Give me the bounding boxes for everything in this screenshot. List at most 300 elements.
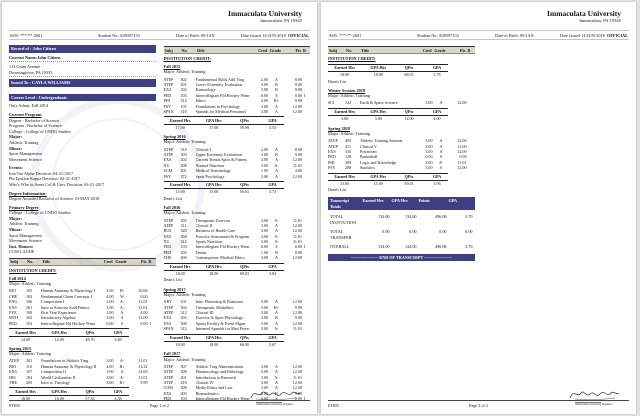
course-cred: 3.00: [106, 315, 114, 321]
totals-value: 17.00: [209, 124, 219, 130]
course-grade: A: [275, 108, 278, 114]
totals-value: 3.78: [433, 72, 441, 78]
col-cred: Cred: [258, 47, 267, 53]
course-grade: A: [275, 369, 278, 375]
course-r: [304, 174, 310, 179]
student-no-value: Student No: A00597133: [98, 32, 140, 38]
tt-value: 496.08: [434, 244, 447, 250]
course-cred: 3.00: [425, 143, 433, 149]
course-title: Intercollegiate Fld Hockey Wmn: [41, 320, 95, 326]
totals-col-label: QPts: [240, 117, 249, 123]
totals-col-label: Earned Hrs: [169, 117, 191, 123]
transcript-page-2: [321, 2, 636, 414]
term-totals: [164, 116, 284, 130]
degree-info-section: [9, 191, 156, 202]
course-title: Composition II: [41, 369, 66, 375]
totals-values: [164, 189, 284, 194]
course-subj: PSY: [163, 173, 172, 179]
course-subj: PED: [328, 154, 336, 160]
course-grade: A-: [119, 374, 125, 380]
course-row: [164, 326, 311, 331]
totals-col-label: GPA: [113, 388, 123, 394]
course-pts: 12.00: [457, 148, 467, 154]
course-grade: W: [120, 293, 124, 299]
tt-value: 0.00: [439, 229, 447, 235]
course-pts: 9.00: [294, 87, 302, 93]
course-subj: PED: [163, 249, 172, 255]
totals-value: 15.00: [209, 189, 219, 195]
course-title: Medical Terminology: [195, 168, 231, 174]
course-no: 310: [180, 108, 187, 114]
col-r: R: [148, 259, 152, 265]
course-title: Therapeutic Exercise: [195, 217, 231, 223]
totals-values: [328, 181, 448, 186]
course-no: 306: [180, 320, 187, 326]
course-row: [164, 255, 311, 260]
course-pts: 12.00: [292, 228, 302, 234]
course-row: [9, 321, 156, 326]
course-title: Biomechanics: [195, 390, 219, 396]
course-pts: 0.00: [294, 396, 302, 402]
course-subj: ATEP: [328, 143, 338, 149]
course-subj: ATEP: [163, 380, 174, 386]
course-no: 201: [26, 304, 33, 310]
course-pts: 12.00: [292, 299, 302, 305]
totals-col-label: QPts: [85, 388, 95, 394]
list-line: Movement Science: [9, 238, 43, 244]
course-title: Intro to Theology: [41, 380, 70, 386]
course-subj: BIO: [9, 288, 17, 294]
course-pts: 9.00: [294, 151, 302, 157]
course-no: 305: [180, 390, 187, 396]
transcript-totals-title: Transcript Totals: [330, 198, 349, 209]
dob-value: Date of Birth: 09-JAN: [176, 32, 215, 38]
course-pts: 11.01: [138, 374, 148, 380]
course-cred: 0.00: [260, 92, 268, 98]
term-block: [328, 126, 475, 193]
course-grade: A-: [274, 239, 279, 245]
terms-page1-left: [9, 276, 156, 401]
totals-header: [164, 334, 284, 342]
course-no: 312: [180, 239, 187, 245]
course-title: Fundamental Chem Concepts I: [41, 293, 92, 299]
issued-date-text: Date Issued 14-JUN-2018: [559, 32, 605, 38]
course-grade: B: [275, 81, 278, 87]
course-subj: SPAN: [163, 108, 174, 114]
signer-org: Immaculata University: [575, 403, 602, 406]
course-grade: A: [275, 299, 278, 305]
course-grade: A-: [438, 159, 444, 165]
course-subj: ART: [163, 299, 172, 305]
term-block: [9, 346, 156, 401]
current-program-section: [9, 112, 156, 162]
totals-col-label: GPA: [113, 329, 123, 335]
course-cred: 3.00: [425, 100, 433, 106]
course-grade: B-: [119, 288, 125, 294]
course-cred: 3.00: [260, 87, 268, 93]
term-block: [164, 205, 311, 283]
course-pts: 12.00: [292, 173, 302, 179]
course-cred: 3.00: [106, 299, 114, 305]
totals-col-label: QPts: [404, 65, 414, 71]
course-row: [164, 109, 311, 114]
course-pts: 11.01: [138, 304, 148, 310]
course-no: 302: [180, 76, 187, 82]
course-grade: A: [120, 369, 124, 375]
totals-value: 15.00: [340, 180, 350, 186]
course-subj: EXS: [328, 148, 336, 154]
course-cred: 0.00: [106, 320, 114, 326]
course-no: 101: [180, 299, 187, 305]
course-subj: ATEP: [163, 146, 174, 152]
totals-col-label: GPA Hrs: [370, 109, 387, 115]
course-cred: 3.00: [260, 233, 268, 239]
tt-value: 134.00: [377, 214, 390, 220]
totals-col-label: QPts: [404, 174, 414, 179]
totals-values: [164, 271, 284, 276]
course-no: 304: [180, 304, 187, 310]
course-cred: 3.00: [260, 81, 268, 87]
tt-col-gpahrs: GPA Hrs: [391, 198, 408, 204]
course-grade: B: [275, 151, 278, 157]
course-subj: ATEP: [328, 138, 338, 144]
totals-value: 18.00: [209, 270, 219, 276]
col-subj: Subj: [10, 259, 19, 265]
course-pts: 12.00: [292, 108, 302, 114]
totals-values: [328, 116, 448, 121]
course-grade: A: [275, 228, 278, 234]
course-title: Clinical II: [195, 222, 213, 228]
course-pts: 11.01: [138, 299, 148, 305]
transcript-totals: [328, 197, 475, 261]
col-grade: Grade: [269, 47, 282, 53]
totals-values: [164, 342, 284, 347]
list-line: Program : Bachelor of Science: [9, 123, 62, 129]
course-title: Business of Health Care: [195, 228, 236, 234]
course-subj: MTH: [9, 315, 19, 321]
course-subj: ENG: [9, 369, 18, 375]
course-grade: A: [275, 385, 278, 391]
page2-right-column: [483, 43, 630, 261]
page2-footer: [328, 400, 629, 408]
course-title: Kinesiology: [195, 87, 216, 93]
term-name: Spring 2017: [163, 286, 186, 292]
course-no: 122: [345, 100, 352, 106]
course-title: Intro to Exercise Sci&Fitness: [41, 304, 90, 310]
events-section: [9, 165, 156, 187]
course-pts: 0.00: [294, 92, 302, 98]
tt-value: 0.00: [409, 229, 417, 235]
tt-row-label: OVERALL: [330, 244, 350, 250]
list-line: Athletic Training: [9, 139, 39, 145]
transcript-totals-header: [328, 197, 475, 210]
course-no: 103: [180, 244, 187, 250]
transcript-page-1: [2, 2, 317, 414]
course-pts: 9.00: [294, 390, 302, 396]
col-cred: Cred: [422, 47, 432, 53]
course-pts: 12.00: [292, 385, 302, 391]
events-lines: [9, 171, 156, 188]
course-title: Statistics: [360, 165, 375, 171]
course-cred: 3.00: [260, 228, 268, 234]
course-subj: EXS: [9, 304, 17, 310]
course-title: Exercise Assessment & Program: [195, 233, 250, 239]
page1-left-column: [9, 43, 156, 406]
signature-icon: [248, 387, 302, 401]
totals-col-label: GPA: [432, 109, 442, 115]
term-totals: [328, 108, 448, 122]
term-totals: [9, 328, 129, 342]
course-title: Composition I: [41, 299, 65, 305]
course-pts: 11.01: [292, 326, 302, 332]
course-grade: A-: [274, 233, 279, 239]
col-subj: Subj: [164, 47, 173, 53]
course-grade: B: [275, 87, 278, 93]
course-no: 103: [180, 396, 187, 402]
course-pts: 11.01: [292, 239, 302, 245]
term-name: Fall 2014: [9, 275, 26, 281]
course-cred: 0.00: [260, 396, 268, 402]
totals-col-label: GPA Hrs: [205, 264, 222, 270]
registrar-signature-block: [563, 387, 625, 406]
term-major: Major: Athletic Training: [328, 131, 371, 137]
course-grade: A: [275, 380, 278, 386]
course-grade: A: [275, 173, 278, 179]
course-grade: A: [275, 103, 278, 109]
course-cred: 3.00: [260, 151, 268, 157]
registrar-signature-block: [244, 387, 306, 406]
course-no: 128: [345, 154, 352, 160]
course-cred: 0.00: [425, 154, 433, 160]
course-no: 312: [180, 310, 187, 315]
totals-value: 3.67: [268, 341, 277, 347]
course-subj: PED: [163, 396, 172, 402]
course-pts: 8.00: [294, 76, 302, 82]
course-table-header: [328, 46, 475, 54]
tt-value: 496.08: [434, 214, 447, 220]
totals-value: 3.84: [268, 270, 277, 276]
course-cred: 4.00: [106, 363, 114, 369]
tt-value: 3.70: [465, 214, 473, 220]
course-subj: ENG: [9, 299, 18, 305]
course-no: 104: [26, 374, 33, 380]
tt-value: 134.00: [377, 244, 390, 250]
totals-value: 56.01: [239, 189, 250, 195]
totals-col-label: Earned Hrs: [169, 182, 191, 188]
course-pts: 9.00: [294, 81, 302, 87]
minor-label: Minor:: [9, 145, 23, 151]
totals-col-label: GPA: [432, 65, 442, 71]
deans-list-note: Dean's List: [163, 277, 182, 283]
degree-info-title: Degree Information:: [9, 190, 47, 196]
course-cred: 3.00: [260, 157, 268, 163]
totals-value: 3.53: [268, 124, 277, 130]
course-no: 102: [26, 315, 33, 321]
course-cred: 3.00: [425, 138, 433, 144]
totals-value: 69.03: [239, 270, 250, 276]
course-r: [304, 326, 310, 331]
course-no: 320: [180, 228, 187, 234]
course-grade: A-: [119, 304, 125, 310]
totals-col-label: Earned Hrs: [334, 174, 355, 179]
totals-value: 3.73: [268, 189, 277, 195]
course-pts: 0.00: [140, 293, 148, 299]
col-pts: Pts: [141, 259, 147, 265]
course-cred: 3.00: [260, 326, 268, 332]
course-pts: 11.01: [292, 162, 302, 168]
totals-value: 48.70: [85, 336, 95, 342]
overall-row: [328, 240, 475, 249]
deans-list-note: Dean's List: [163, 195, 182, 201]
course-grade: W: [274, 249, 279, 255]
totals-value: 18.00: [175, 270, 185, 276]
totals-col-label: QPts: [240, 182, 249, 188]
term-totals: [328, 173, 448, 187]
course-r: [150, 380, 156, 385]
course-title: Sports Nutrition: [195, 239, 222, 245]
totals-header: [9, 328, 129, 336]
course-title: Intercollegiate Fld Hockey Wmn: [195, 244, 250, 250]
course-cred: 3.00: [425, 159, 433, 165]
course-cred: 3.00: [260, 173, 268, 179]
totals-col-label: GPA: [268, 117, 277, 123]
course-cred: 3.00: [260, 369, 268, 375]
signer-title: Registrar: [602, 403, 613, 406]
course-grade: A-: [274, 217, 279, 223]
signer-title: Registrar: [283, 403, 294, 406]
course-no: 401: [180, 374, 187, 380]
course-cred: 4.00: [106, 293, 114, 299]
course-list: [164, 218, 311, 261]
course-subj: COM: [163, 385, 173, 391]
totals-value: 16.00: [54, 395, 64, 401]
course-title: Clinical I: [195, 146, 211, 152]
university-name: Immaculata University: [547, 9, 621, 18]
term-name: Winter Session 2018: [328, 87, 366, 93]
course-subj: SCM: [163, 168, 173, 174]
tt-value: 0.00: [382, 229, 390, 235]
course-subj: THE: [163, 255, 172, 261]
course-grade: S: [439, 154, 443, 160]
record-of-bar: Record of : John Citizen: [9, 45, 156, 53]
course-pts: 10.68: [138, 288, 148, 294]
course-no: 301: [180, 81, 187, 87]
course-pts: 12.00: [292, 320, 302, 326]
course-title: Clinical V: [360, 143, 377, 149]
totals-col-label: Earned Hrs: [169, 335, 191, 341]
ssn-value: SSN: ***-**-2601: [329, 32, 362, 38]
course-subj: PSY: [328, 165, 336, 171]
course-r: [469, 165, 475, 170]
course-grade: S: [275, 244, 278, 250]
course-grade: A: [439, 138, 443, 144]
course-subj: ATEP: [163, 374, 174, 380]
totals-header: [164, 263, 284, 271]
course-title: Introductory Algebra: [41, 315, 76, 321]
course-subj: ATEP: [163, 304, 174, 310]
totals-value: 14.00: [21, 336, 31, 342]
course-no: 410: [180, 380, 187, 386]
totals-header: [9, 387, 129, 395]
totals-values: [9, 337, 129, 342]
totals-value: 18.00: [175, 341, 185, 347]
totals-col-label: GPA: [432, 174, 442, 179]
current-name-line: Current Name:John Citizen: [9, 55, 156, 63]
course-r: I: [304, 396, 306, 402]
date-issued-value: [241, 33, 309, 38]
course-title: Media Ethics and Law: [195, 385, 233, 391]
totals-col-label: Earned Hrs: [334, 65, 355, 71]
course-subj: PSY: [163, 103, 172, 109]
course-pts: 12.00: [138, 369, 148, 375]
totals-col-label: GPA: [268, 182, 277, 188]
course-pts: 12.00: [292, 380, 302, 386]
course-no: 106: [26, 299, 33, 305]
course-pts: 9.00: [294, 315, 302, 321]
totals-col-label: QPts: [404, 109, 414, 115]
dob-value: Date of Birth: 09-JAN: [495, 32, 534, 38]
course-grade: B: [275, 315, 278, 321]
col-pts: Pts: [295, 47, 301, 53]
total-institution-row: [328, 210, 475, 225]
course-pts: 12.00: [457, 143, 467, 149]
university-address: Immaculata, PA 19345: [260, 18, 302, 23]
totals-header: [328, 173, 448, 181]
course-pts: 12.00: [457, 165, 467, 171]
course-no: 305: [180, 217, 187, 223]
course-cred: 3.00: [260, 103, 268, 109]
totals-value: 14.00: [54, 336, 64, 342]
deans-list-note: Dean's List: [328, 187, 347, 193]
totals-col-label: Earned Hrs: [334, 109, 355, 115]
tt-value: 0.00: [465, 229, 473, 235]
course-title: Basketball: [360, 154, 378, 160]
course-pts: 8.00: [294, 146, 302, 152]
term-major: Major: Athletic Training: [163, 210, 206, 216]
page-number: Page 1 of 2: [150, 403, 169, 408]
col-no: No.: [181, 47, 188, 53]
totals-col-label: Earned Hrs: [15, 329, 36, 335]
course-subj: EXS: [163, 233, 172, 239]
course-subj: ATEP: [163, 81, 174, 87]
course-title: Exercise & Sport Physiology: [195, 315, 244, 321]
course-no: 202: [180, 157, 187, 163]
course-no: 308: [180, 162, 187, 168]
course-no: 209: [345, 159, 352, 165]
university-header: [9, 9, 310, 23]
course-subj: PHI: [163, 98, 171, 104]
course-cred: 1.00: [106, 310, 114, 316]
course-subj: EXS: [163, 157, 172, 163]
col-subj: Subj: [329, 47, 338, 53]
course-no: 372: [180, 173, 187, 179]
course-title: Foundations in Athletic Trng: [41, 358, 89, 364]
course-no: 103: [26, 293, 33, 299]
course-subj: ATEP: [163, 363, 174, 369]
total-transfer-row: [328, 225, 475, 240]
footer-code: ETRN: [9, 403, 20, 408]
totals-header: [328, 108, 448, 116]
course-cred: 3.00: [425, 165, 433, 171]
totals-value: 3.93: [433, 180, 441, 186]
course-grade: B+: [119, 380, 125, 386]
course-no: 310: [180, 146, 187, 152]
list-line: Movement Science: [9, 156, 43, 162]
course-list: [164, 299, 311, 331]
term-name: Fall 2017: [163, 351, 181, 357]
course-pts: 11.01: [457, 159, 467, 165]
course-grade: A: [275, 76, 278, 82]
